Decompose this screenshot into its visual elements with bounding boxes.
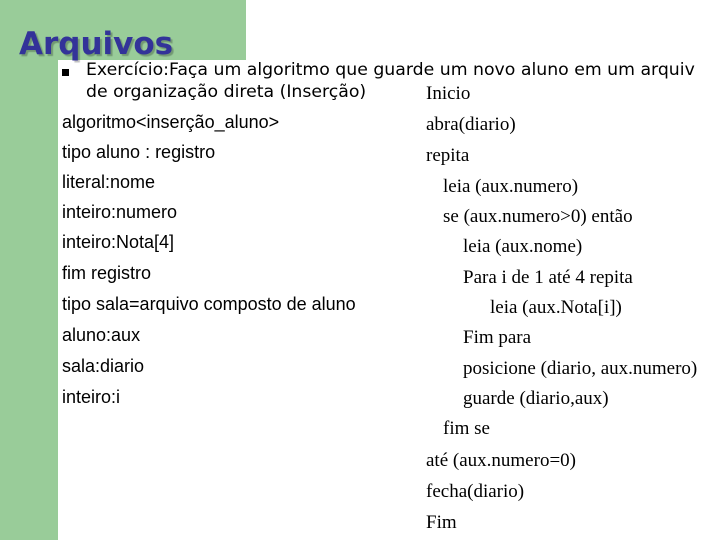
left-code-line: fim registro	[62, 263, 152, 283]
exercise-heading-line1: Exercício:Faça um algoritmo que guarde um novo aluno em um arquiv	[86, 60, 695, 80]
right-code-line: Fim para	[463, 327, 532, 348]
left-code-line: tipo aluno : registro	[62, 142, 216, 162]
right-code-line: repita	[426, 145, 470, 166]
right-code-line: leia (aux.nome)	[463, 236, 583, 257]
slide-title: Arquivos	[19, 26, 174, 62]
square-bullet-icon	[62, 69, 69, 76]
left-code-line: aluno:aux	[62, 325, 141, 345]
exercise-heading-line2: de organização direta (Inserção)	[86, 82, 367, 102]
right-code-line: Inicio	[426, 83, 471, 104]
left-code-line: inteiro:numero	[62, 202, 178, 222]
right-code-line: posicione (diario, aux.numero)	[463, 358, 698, 379]
right-code-line: até (aux.numero=0)	[426, 450, 576, 471]
left-code-line: inteiro:i	[62, 387, 121, 407]
right-code-line: fecha(diario)	[426, 481, 525, 502]
left-green-strip	[0, 60, 58, 540]
left-code-line: tipo sala=arquivo composto de aluno	[62, 294, 356, 314]
right-code-line: se (aux.numero>0) então	[443, 206, 633, 227]
left-code-line: literal:nome	[62, 172, 156, 192]
left-code-line: algoritmo<inserção_aluno>	[62, 112, 280, 132]
right-code-line: leia (aux.numero)	[443, 176, 579, 197]
right-code-line: fim se	[443, 418, 490, 439]
left-code-line: inteiro:Nota[4]	[62, 232, 175, 252]
right-code-line: Para i de 1 até 4 repita	[463, 267, 633, 288]
right-code-line: abra(diario)	[426, 114, 516, 135]
right-code-line: guarde (diario,aux)	[463, 388, 609, 409]
right-code-line: Fim	[426, 512, 457, 533]
left-code-line: sala:diario	[62, 356, 145, 376]
right-code-line: leia (aux.Nota[i])	[490, 297, 622, 318]
